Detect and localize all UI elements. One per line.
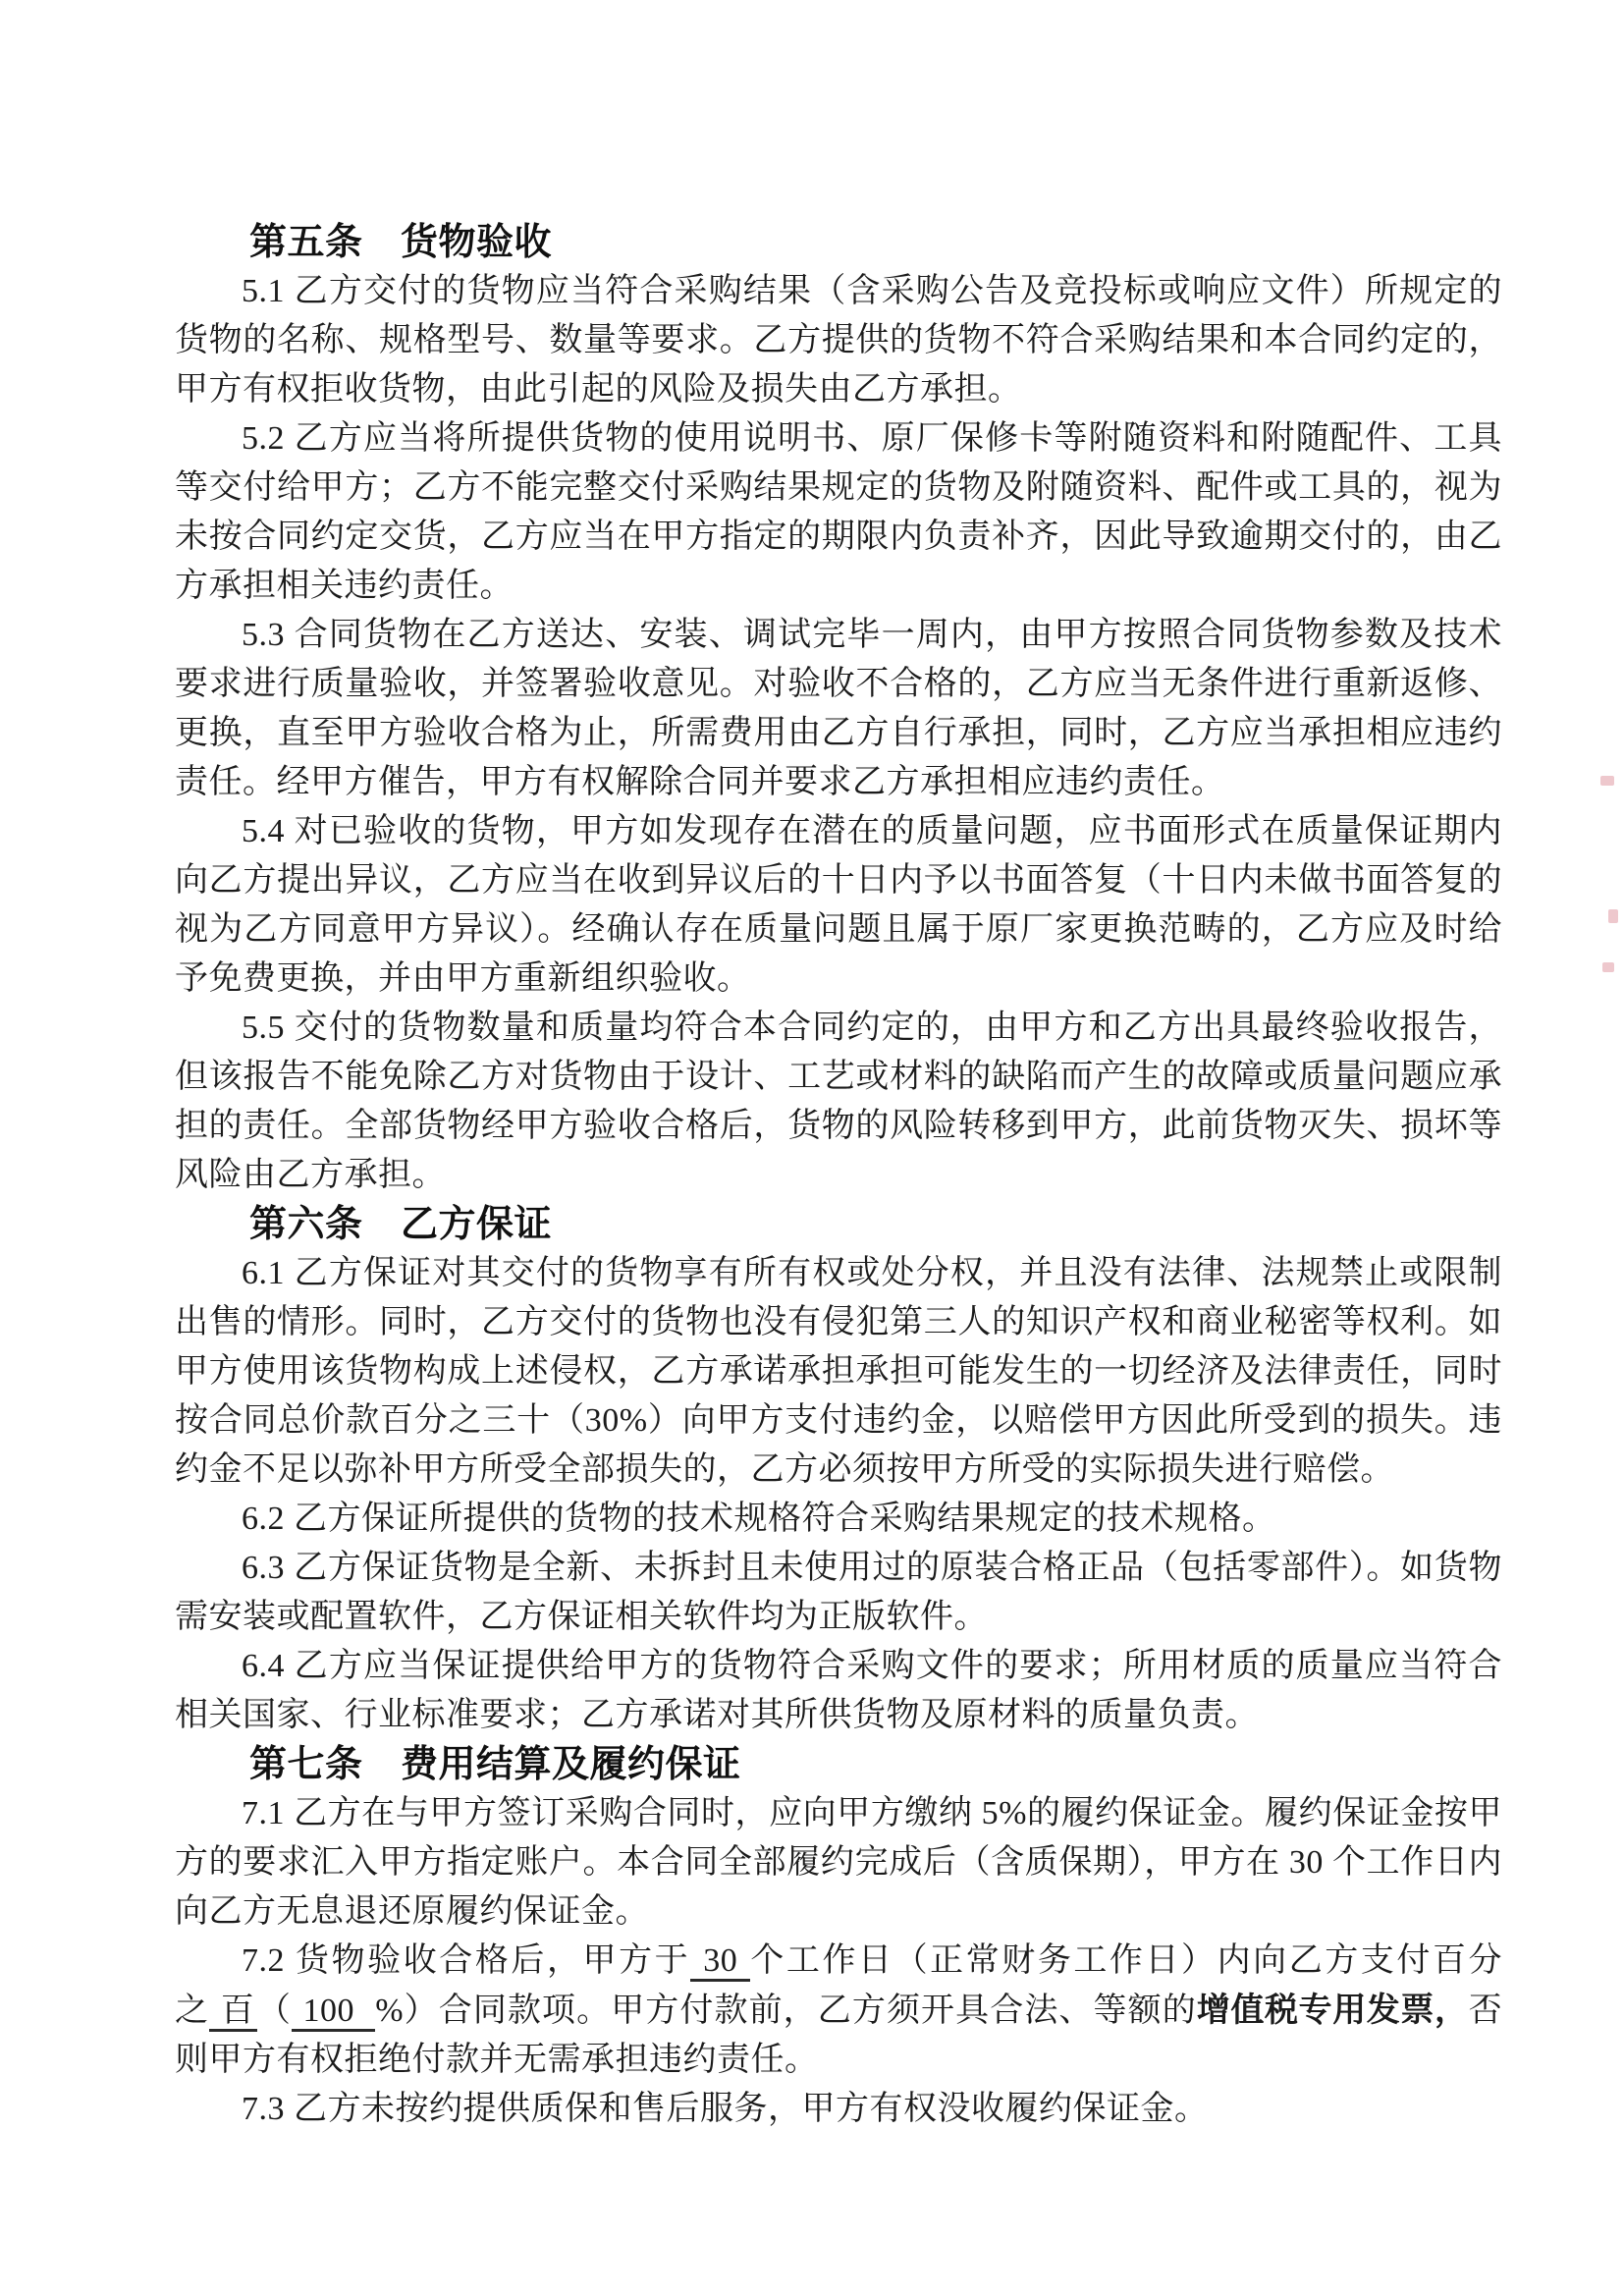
- bold-emphasis: 增值税专用发票，: [1196, 1992, 1469, 2029]
- contract-paragraph: [175, 1544, 1502, 1642]
- contract-paragraph: [175, 1789, 1502, 1937]
- text-run: 6.4 乙方应当保证提供给甲方的货物符合采购文件的要求；所用材质的质量应当符合相关国家、行业标准要求；乙方承诺对其所供货物及原材料的质量负责。: [175, 1648, 1502, 1733]
- text-run: 5.4 对已验收的货物，甲方如发现存在潜在的质量问题，应书面形式在质量保证期内向乙方提出异议，乙方应当在收到异议后的十日内予以书面答复（十日内未做书面答复的视为乙方同意甲方异议）。经确认存在质量问题且属于原厂家更换范畴的，乙方应及时给予免费更换，并由甲方重新组织验收。: [175, 813, 1502, 997]
- contract-paragraph: [175, 414, 1502, 611]
- text-run: 7.2 货物验收合格后，甲方于: [242, 1942, 691, 1979]
- contract-paragraph: [175, 2085, 1502, 2134]
- section-heading: [175, 218, 1502, 267]
- contract-paragraph: [175, 611, 1502, 807]
- scan-artifact: [1608, 909, 1618, 923]
- fill-in-underline: 30: [690, 1942, 750, 1982]
- contract-paragraph: [175, 1004, 1502, 1200]
- text-run: 5.3 合同货物在乙方送达、安装、调试完毕一周内，由甲方按照合同货物参数及技术要求进行质量验收，并签署验收意见。对验收不合格的，乙方应当无条件进行重新返修、更换，直至甲方验收合格为止，所需费用由乙方自行承担，同时，乙方应当承担相应违约责任。经甲方催告，甲方有权解除合同并要求乙方承担相应违约责任。: [175, 617, 1502, 800]
- section-heading: [175, 1740, 1502, 1789]
- text-run: 6.1 乙方保证对其交付的货物享有所有权或处分权，并且没有法律、法规禁止或限制出售的情形。同时，乙方交付的货物也没有侵犯第三人的知识产权和商业秘密等权利。如甲方使用该货物构成上述侵权，乙方承诺承担承担可能发生的一切经济及法律责任，同时按合同总价款百分之三十（30%）向甲方支付违约金，以赔偿甲方因此所受到的损失。违约金不足以弥补甲方所受全部损失的，乙方必须按甲方所受的实际损失进行赔偿。: [175, 1255, 1502, 1488]
- contract-paragraph: [175, 1642, 1502, 1740]
- contract-paragraph: [175, 1249, 1502, 1495]
- scan-artifact: [1600, 776, 1614, 786]
- text-run: 5.1 乙方交付的货物应当符合采购结果（含采购公告及竞投标或响应文件）所规定的货物的名称、规格型号、数量等要求。乙方提供的货物不符合采购结果和本合同约定的，甲方有权拒收货物，由此引起的风险及损失由乙方承担。: [175, 273, 1502, 408]
- contract-body: [175, 218, 1502, 2134]
- section-heading: [175, 1200, 1502, 1249]
- text-run: （: [256, 1993, 292, 2029]
- fill-in-underline: 百: [209, 1993, 257, 2032]
- text-run: 个工作日（正常财务工作日）内向乙方支付百分之: [175, 1942, 1503, 2029]
- text-run: 5.5 交付的货物数量和质量均符合本合同约定的，由甲方和乙方出具最终验收报告，但该报告不能免除乙方对货物由于设计、工艺或材料的缺陷而产生的故障或质量问题应承担的责任。全部货物经甲方验收合格后，货物的风险转移到甲方，此前货物灭失、损坏等风险由乙方承担。: [175, 1010, 1502, 1193]
- text-run: %）合同款项。甲方付款前，乙方须开具合法、等额的: [375, 1993, 1197, 2029]
- contract-paragraph: [175, 267, 1502, 414]
- fill-in-underline: 100: [292, 1993, 375, 2032]
- text-run: 7.1 乙方在与甲方签订采购合同时，应向甲方缴纳 5%的履约保证金。履约保证金按甲方的要求汇入甲方指定账户。本合同全部履约完成后（含质保期），甲方在 30 个工作日内向乙方无息退还原履约保证金。: [175, 1795, 1502, 1930]
- text-run: 6.3 乙方保证货物是全新、未拆封且未使用过的原装合格正品（包括零部件）。如货物需安装或配置软件，乙方保证相关软件均为正版软件。: [175, 1550, 1502, 1635]
- scan-artifact: [1602, 962, 1614, 972]
- text-run: 第六条 乙方保证: [249, 1204, 553, 1245]
- contract-paragraph: [175, 1495, 1502, 1544]
- contract-paragraph: [175, 1937, 1502, 2085]
- text-run: 5.2 乙方应当将所提供货物的使用说明书、原厂保修卡等附随资料和附随配件、工具等交付给甲方；乙方不能完整交付采购结果规定的货物及附随资料、配件或工具的，视为未按合同约定交货，乙方应当在甲方指定的期限内负责补齐，因此导致逾期交付的，由乙方承担相关违约责任。: [175, 420, 1502, 604]
- text-run: 第五条 货物验收: [249, 222, 553, 263]
- text-run: 第七条 费用结算及履约保证: [249, 1744, 741, 1785]
- text-run: 6.2 乙方保证所提供的货物的技术规格符合采购结果规定的技术规格。: [242, 1501, 1276, 1537]
- text-run: 7.3 乙方未按约提供质保和售后服务，甲方有权没收履约保证金。: [242, 2091, 1209, 2127]
- contract-paragraph: [175, 807, 1502, 1004]
- text-run: 否则甲方有权拒绝付款并无需承担违约责任。: [175, 1993, 1503, 2078]
